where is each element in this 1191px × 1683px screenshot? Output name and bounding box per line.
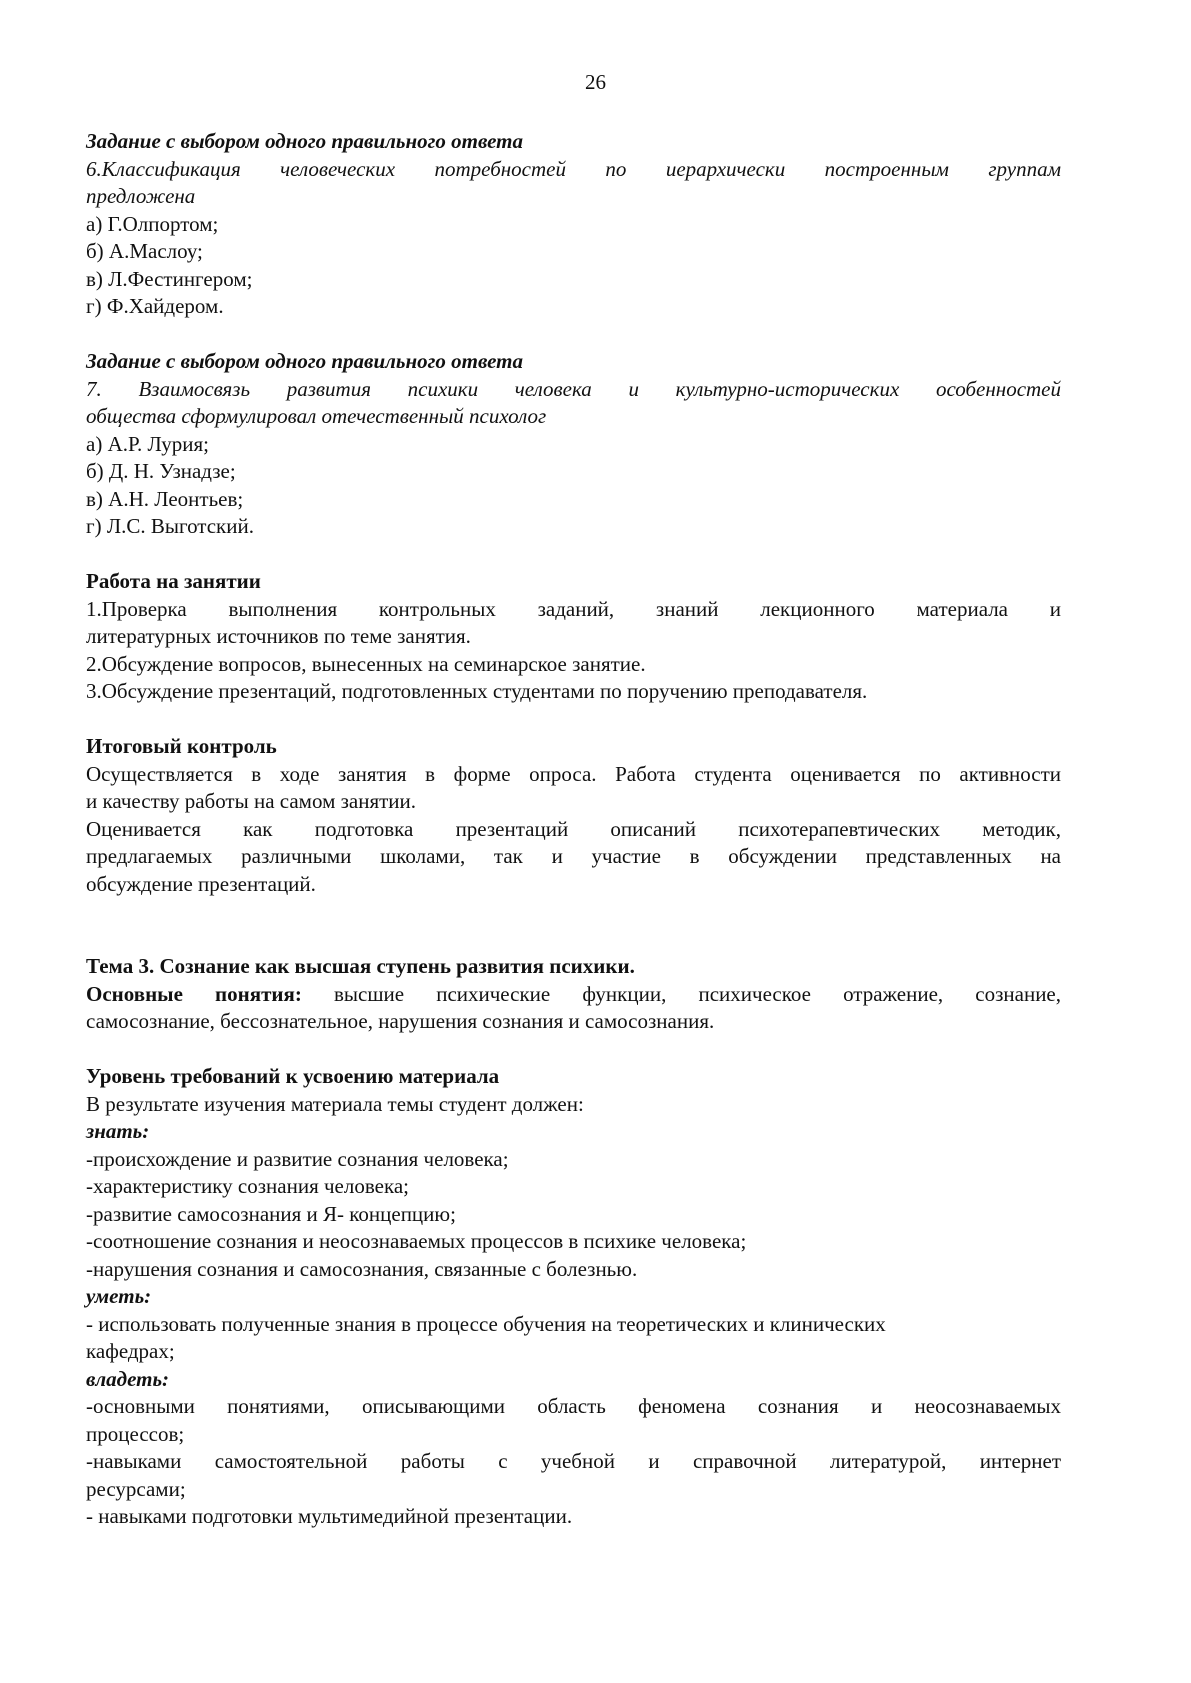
task-7-option-c: в) А.Н. Леонтьев; <box>86 486 244 511</box>
class-work-section <box>86 568 1061 706</box>
requirements-section <box>86 1063 1061 1531</box>
final-control-p2-line-3: обсуждение презентаций. <box>86 871 316 896</box>
task-7 <box>86 348 1061 541</box>
task-6 <box>86 128 1061 321</box>
class-work-item-1-line-1: 1.Проверка выполнения контрольных заданий, знаний лекционного материала и <box>86 596 1061 621</box>
requirements-intro: В результате изучения материала темы студент должен: <box>86 1091 584 1116</box>
final-control-heading: Итоговый контроль <box>86 734 277 758</box>
know-item: -характеристику сознания человека; <box>86 1174 409 1198</box>
master-2-line-1: -навыками самостоятельной работы с учебной и справочной литературой, интернет <box>86 1449 1061 1473</box>
concepts-label: Основные понятия: <box>86 981 302 1006</box>
topic-3-concepts-line-1 <box>86 981 1061 1009</box>
task-6-option-a: а) Г.Олпортом; <box>86 211 219 236</box>
final-control-p2-line-1: Оценивается как подготовка презентаций описаний психотерапевтических методик, <box>86 816 1061 841</box>
task-7-options <box>86 431 1061 541</box>
class-work-item-3: 3.Обсуждение презентаций, подготовленных студентами по поручению преподавателя. <box>86 679 868 703</box>
task-6-question-line-2: предложена <box>86 184 196 208</box>
master-3: - навыками подготовки мультимедийной презентации. <box>86 1504 573 1528</box>
master-label: владеть: <box>86 1366 170 1391</box>
topic-3-section <box>86 953 1061 1036</box>
know-item: -происхождение и развитие сознания человека; <box>86 1146 509 1171</box>
class-work-heading: Работа на занятии <box>86 569 261 593</box>
task-7-option-a: а) А.Р. Лурия; <box>86 431 209 456</box>
task-6-question-line-1: 6.Классификация человеческих потребностей по иерархически построенным группам <box>86 156 1061 181</box>
task-6-options <box>86 211 1061 321</box>
know-item: -развитие самосознания и Я- концепцию; <box>86 1201 456 1226</box>
can-line-1: - использовать полученные знания в процессе обучения на теоретических и клинических <box>86 1311 886 1336</box>
class-work-item-1-line-2: литературных источников по теме занятия. <box>86 624 471 648</box>
can-label: уметь: <box>86 1284 152 1308</box>
final-control-section <box>86 733 1061 898</box>
topic-3-concepts-line-2: самосознание, бессознательное, нарушения сознания и самосознания. <box>86 1009 715 1033</box>
topic-3-title: Тема 3. Сознание как высшая ступень развития психики. <box>86 954 635 978</box>
know-item: -нарушения сознания и самосознания, связанные с болезнью. <box>86 1256 638 1281</box>
master-1-line-2: процессов; <box>86 1421 185 1446</box>
page-content <box>86 128 1061 1531</box>
task-7-question-line-1: 7. Взаимосвязь развития психики человека и культурно-исторических особенностей <box>86 376 1061 401</box>
final-control-p2-line-2: предлагаемых различными школами, так и участие в обсуждении представленных на <box>86 844 1061 868</box>
master-2-line-2: ресурсами; <box>86 1476 186 1501</box>
task-6-option-b: б) А.Маслоу; <box>86 239 203 263</box>
final-control-p1-line-1: Осуществляется в ходе занятия в форме опроса. Работа студента оценивается по активности <box>86 761 1061 786</box>
task-7-option-d: г) Л.С. Выготский. <box>86 514 254 538</box>
task-7-question-line-2: общества сформулировал отечественный психолог <box>86 404 547 428</box>
requirements-heading: Уровень требований к усвоению материала <box>86 1064 500 1088</box>
can-line-2: кафедрах; <box>86 1339 175 1363</box>
concepts-text: высшие психические функции, психическое отражение, сознание, <box>334 981 1062 1006</box>
class-work-item-2: 2.Обсуждение вопросов, вынесенных на семинарское занятие. <box>86 651 646 676</box>
page-number: 26 <box>585 70 606 94</box>
task-7-heading: Задание с выбором одного правильного ответа <box>86 349 523 373</box>
task-6-heading: Задание с выбором одного правильного ответа <box>86 129 523 153</box>
know-label: знать: <box>86 1119 150 1143</box>
master-1-line-1: -основными понятиями, описывающими область феномена сознания и неосознаваемых <box>86 1394 1061 1418</box>
know-item: -соотношение сознания и неосознаваемых процессов в психике человека; <box>86 1229 747 1253</box>
final-control-p1-line-2: и качеству работы на самом занятии. <box>86 789 417 813</box>
task-6-option-c: в) Л.Фестингером; <box>86 266 253 291</box>
task-7-option-b: б) Д. Н. Узнадзе; <box>86 459 236 483</box>
know-list <box>86 1146 1061 1284</box>
task-6-option-d: г) Ф.Хайдером. <box>86 294 224 318</box>
